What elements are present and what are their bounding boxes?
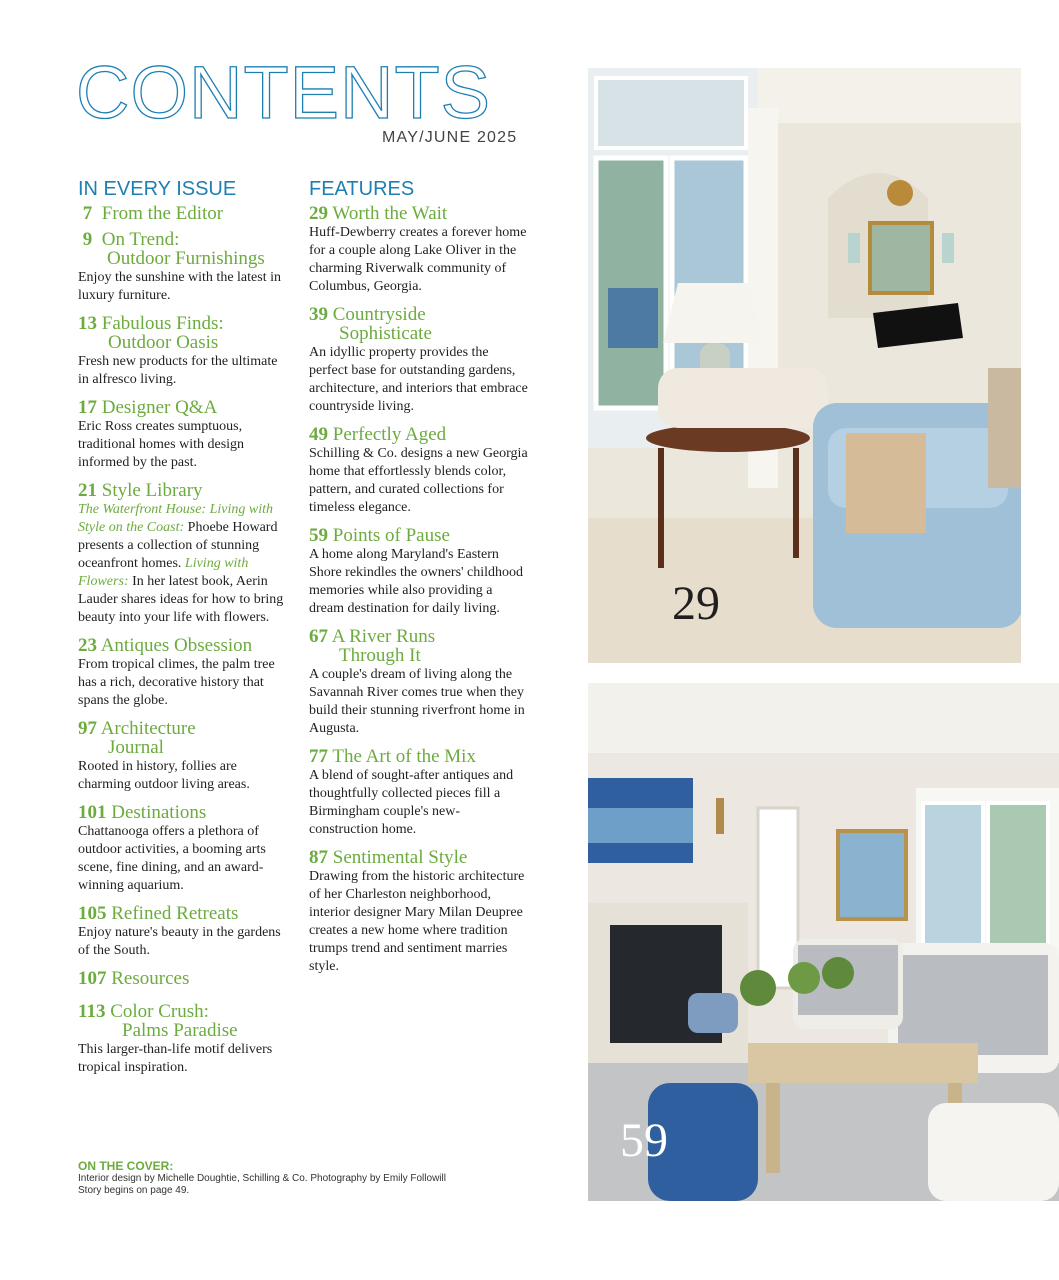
page-number: 97 <box>78 718 97 739</box>
entry-description <box>78 501 290 627</box>
in-every-issue-column <box>78 178 290 1086</box>
entry-title: Resources <box>111 968 190 989</box>
entry-description: A blend of sought-after antiques and thoughtfully collected pieces fill a Birmingham couple's new-construction home. <box>309 768 514 837</box>
entry-title: On Trend: <box>101 229 180 250</box>
page-number: 7 <box>82 203 93 224</box>
toc-entry[interactable] <box>309 425 529 517</box>
cover-credits <box>78 1160 538 1197</box>
page-number: 67 <box>309 626 328 647</box>
page-title: CONTENTS <box>76 51 491 134</box>
entry-title-continued: Sophisticate <box>339 323 432 344</box>
entry-title-continued: Palms Paradise <box>122 1020 238 1041</box>
entry-title: A River Runs <box>331 626 436 647</box>
entry-title: Worth the Wait <box>332 203 448 224</box>
entry-title: Perfectly Aged <box>332 424 447 445</box>
entry-description: Enjoy nature's beauty in the gardens of the South. <box>78 925 281 958</box>
page-number: 107 <box>78 968 107 989</box>
entry-description: Schilling & Co. designs a new Georgia home that effortlessly blends color, pattern, and curated collections for timeless elegance. <box>309 446 528 515</box>
page-number: 39 <box>309 304 328 325</box>
entry-title: Antiques Obsession <box>100 635 253 656</box>
entry-title: Fabulous Finds: <box>101 313 224 334</box>
toc-entry[interactable] <box>78 481 290 627</box>
entry-description-part: Phoebe Howard presents a collection of stunning oceanfront homes. <box>78 520 278 571</box>
toc-entry[interactable] <box>78 1002 290 1077</box>
section-heading-features: FEATURES <box>309 178 415 200</box>
entry-title: Sentimental Style <box>332 847 468 868</box>
entry-description: A couple's dream of living along the Savannah River comes true when they build their stunning riverfront home in Augusta. <box>309 667 525 736</box>
toc-entry[interactable] <box>78 719 290 794</box>
entry-title: Countryside <box>332 304 426 325</box>
toc-entry[interactable] <box>78 398 290 472</box>
entry-title-continued: Journal <box>108 737 164 758</box>
page-number: 13 <box>78 313 97 334</box>
book-title: Living with Flowers: <box>78 556 249 589</box>
entry-description: Drawing from the historic architecture of her Charleston neighborhood, interior designer Mary Milan Deupree creates a new home where tradition trumps trend and sentiment marries style. <box>309 869 525 974</box>
toc-entry[interactable] <box>78 803 290 895</box>
entry-description: Rooted in history, follies are charming outdoor living areas. <box>78 759 250 792</box>
toc-entry[interactable] <box>78 204 290 223</box>
toc-entry[interactable] <box>78 314 290 389</box>
entry-description: Fresh new products for the ultimate in alfresco living. <box>78 354 278 387</box>
toc-entry[interactable] <box>78 904 290 960</box>
feature-photo-59[interactable] <box>588 683 1059 1201</box>
entry-title: Style Library <box>101 480 203 501</box>
entry-title: Points of Pause <box>332 525 450 546</box>
entry-title: From the Editor <box>101 203 224 224</box>
entry-title: Destinations <box>111 802 207 823</box>
issue-date: MAY/JUNE 2025 <box>382 129 518 146</box>
section-heading-in-every-issue: IN EVERY ISSUE <box>78 178 237 200</box>
toc-entry[interactable] <box>78 636 290 710</box>
page-number: 29 <box>309 203 328 224</box>
entry-title-continued: Outdoor Furnishings <box>107 248 265 269</box>
toc-entry[interactable] <box>78 230 290 305</box>
toc-entry[interactable] <box>309 627 529 738</box>
toc-entry[interactable] <box>309 204 529 296</box>
page-number: 105 <box>78 903 107 924</box>
page-label: 29 <box>672 577 720 630</box>
entry-title: Color Crush: <box>110 1001 209 1022</box>
cover-story-line: Story begins on page 49. <box>78 1185 190 1196</box>
feature-photo-29[interactable] <box>588 68 1021 663</box>
entry-description: Eric Ross creates sumptuous, traditional homes with design informed by the past. <box>78 419 245 470</box>
cover-heading: ON THE COVER: <box>78 1159 174 1173</box>
page-number: 21 <box>78 480 97 501</box>
page-label: 59 <box>620 1114 668 1167</box>
entry-title: The Art of the Mix <box>332 746 476 767</box>
entry-title: Refined Retreats <box>111 903 239 924</box>
toc-entry[interactable] <box>309 526 529 618</box>
entry-title: Designer Q&A <box>101 397 218 418</box>
toc-entry[interactable] <box>78 969 290 988</box>
cover-credit-line: Interior design by Michelle Doughtie, Schilling & Co. Photography by Emily Followill <box>78 1173 446 1184</box>
page-number: 17 <box>78 397 97 418</box>
page-number: 87 <box>309 847 328 868</box>
book-title: The Waterfront House: Living with Style on the Coast: <box>78 502 273 535</box>
entry-description: This larger-than-life motif delivers tropical inspiration. <box>78 1042 273 1075</box>
page-number: 101 <box>78 802 107 823</box>
entry-title-continued: Through It <box>339 645 421 666</box>
page-number: 23 <box>78 635 97 656</box>
entry-title: Architecture <box>100 718 196 739</box>
entry-description: Enjoy the sunshine with the latest in luxury furniture. <box>78 270 281 303</box>
toc-entry[interactable] <box>309 848 529 976</box>
entry-title-continued: Outdoor Oasis <box>108 332 219 353</box>
page-number: 77 <box>309 746 328 767</box>
living-room-photo-icon <box>588 68 1021 663</box>
toc-entry[interactable] <box>309 305 529 416</box>
page-number: 49 <box>309 424 328 445</box>
page-number: 9 <box>82 229 93 250</box>
toc-entry[interactable] <box>309 747 529 839</box>
entry-description: Chattanooga offers a plethora of outdoor activities, a booming arts scene, fine dining, and an award-winning aquarium. <box>78 824 266 893</box>
entry-description-part: In her latest book, Aerin Lauder shares ideas for how to bring beauty into your life with flowers. <box>78 574 284 625</box>
page-number: 113 <box>78 1001 106 1022</box>
page-number: 59 <box>309 525 328 546</box>
features-column <box>309 178 529 985</box>
entry-description: Huff-Dewberry creates a forever home for a couple along Lake Oliver in the charming Riverwalk community of Columbus, Georgia. <box>309 225 527 294</box>
entry-description: An idyllic property provides the perfect base for outstanding gardens, architecture, and interiors that embrace countryside living. <box>309 345 528 414</box>
entry-description: A home along Maryland's Eastern Shore rekindles the owners' childhood memories while also providing a dream destination for daily living. <box>309 547 524 616</box>
entry-description: From tropical climes, the palm tree has a rich, decorative history that spans the globe. <box>78 657 275 708</box>
